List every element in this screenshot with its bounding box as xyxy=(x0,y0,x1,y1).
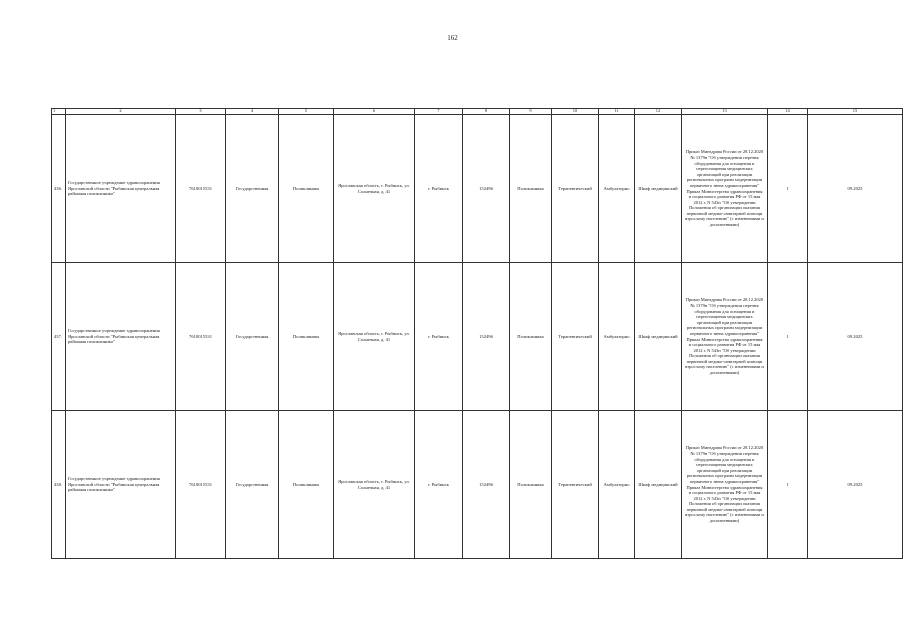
level-cell: Поликлиника xyxy=(279,263,334,411)
header-cell: 14 xyxy=(768,109,808,115)
date-cell: 09.2025 xyxy=(808,115,903,263)
specialty-cell: Терапевтический xyxy=(552,115,599,263)
specialty-cell: Терапевтический xyxy=(552,263,599,411)
regulation-cell: Приказ Минздрава России от 28.12.2020 № 1379н "Об утверждении перечня оборудования для оснащения и переоснащения медицинских организаций при реализации региональных программ модернизации первичного звена здравоохранения" Приказ Министерства здравоохранения и социального развития РФ от 15 мая 2012 г. N 543н "Об утверждении Положения об организации оказания первичной медико-санитарной помощи взрослому населению" (с изменениями и дополнениями) xyxy=(682,411,768,559)
care-type-cell: Амбулаторно xyxy=(599,115,635,263)
city-cell: г. Рыбинск xyxy=(415,115,463,263)
quantity-cell: 1 xyxy=(768,411,808,559)
inn-cell: 7610015531 xyxy=(176,263,226,411)
city-cell: г. Рыбинск xyxy=(415,411,463,559)
quantity-cell: 1 xyxy=(768,263,808,411)
header-cell: 5 xyxy=(279,109,334,115)
address-cell: Ярославская область, г. Рыбинск, ул. Солнечная, д. 41 xyxy=(334,263,415,411)
equipment-cell: Шкаф медицинский xyxy=(635,263,682,411)
care-type-cell: Амбулаторно xyxy=(599,263,635,411)
organization-name: Государственное учреждение здравоохранения Ярославской области "Рыбинская центральная районная поликлиника" xyxy=(66,115,176,263)
row-number: 438. xyxy=(52,411,66,559)
division-cell: Поликлиника xyxy=(510,115,552,263)
regulation-cell: Приказ Минздрава России от 28.12.2020 № 1379н "Об утверждении перечня оборудования для оснащения и переоснащения медицинских организаций при реализации региональных программ модернизации первичного звена здравоохранения" Приказ Министерства здравоохранения и социального развития РФ от 15 мая 2012 г. N 543н "Об утверждении Положения об организации оказания первичной медико-санитарной помощи взрослому населению" (с изменениями и дополнениями) xyxy=(682,115,768,263)
header-cell: 10 xyxy=(552,109,599,115)
header-cell: 11 xyxy=(599,109,635,115)
specialty-cell: Терапевтический xyxy=(552,411,599,559)
division-cell: Поликлиника xyxy=(510,263,552,411)
header-cell: 1 xyxy=(52,109,66,115)
equipment-table xyxy=(51,108,903,559)
address-cell: Ярославская область, г. Рыбинск, ул. Солнечная, д. 41 xyxy=(334,411,415,559)
ownership-cell: Государственная xyxy=(226,411,279,559)
ownership-cell: Государственная xyxy=(226,115,279,263)
code-cell: 152496 xyxy=(463,411,510,559)
header-cell: 4 xyxy=(226,109,279,115)
equipment-cell: Шкаф медицинский xyxy=(635,115,682,263)
header-cell: 12 xyxy=(635,109,682,115)
regulation-cell: Приказ Минздрава России от 28.12.2020 № 1379н "Об утверждении перечня оборудования для оснащения и переоснащения медицинских организаций при реализации региональных программ модернизации первичного звена здравоохранения" Приказ Министерства здравоохранения и социального развития РФ от 15 мая 2012 г. N 543н "Об утверждении Положения об организации оказания первичной медико-санитарной помощи взрослому населению" (с изменениями и дополнениями) xyxy=(682,263,768,411)
header-cell: 8 xyxy=(463,109,510,115)
header-cell: 3 xyxy=(176,109,226,115)
page-number: 162 xyxy=(447,34,458,42)
row-number: 436. xyxy=(52,115,66,263)
header-cell: 2 xyxy=(66,109,176,115)
organization-name: Государственное учреждение здравоохранения Ярославской области "Рыбинская центральная районная поликлиника" xyxy=(66,411,176,559)
quantity-cell: 1 xyxy=(768,115,808,263)
row-number: 437. xyxy=(52,263,66,411)
table-row xyxy=(52,263,903,411)
date-cell: 09.2025 xyxy=(808,411,903,559)
header-cell: 15 xyxy=(808,109,903,115)
division-cell: Поликлиника xyxy=(510,411,552,559)
equipment-cell: Шкаф медицинский xyxy=(635,411,682,559)
address-cell: Ярославская область, г. Рыбинск, ул. Солнечная, д. 41 xyxy=(334,115,415,263)
care-type-cell: Амбулаторно xyxy=(599,411,635,559)
table-row xyxy=(52,115,903,263)
organization-name: Государственное учреждение здравоохранения Ярославской области "Рыбинская центральная районная поликлиника" xyxy=(66,263,176,411)
level-cell: Поликлиника xyxy=(279,115,334,263)
code-cell: 152496 xyxy=(463,115,510,263)
level-cell: Поликлиника xyxy=(279,411,334,559)
table-row xyxy=(52,411,903,559)
inn-cell: 7610015531 xyxy=(176,115,226,263)
header-cell: 7 xyxy=(415,109,463,115)
header-cell: 6 xyxy=(334,109,415,115)
code-cell: 152496 xyxy=(463,263,510,411)
inn-cell: 7610015531 xyxy=(176,411,226,559)
header-cell: 9 xyxy=(510,109,552,115)
ownership-cell: Государственная xyxy=(226,263,279,411)
city-cell: г. Рыбинск xyxy=(415,263,463,411)
date-cell: 09.2025 xyxy=(808,263,903,411)
header-cell: 13 xyxy=(682,109,768,115)
